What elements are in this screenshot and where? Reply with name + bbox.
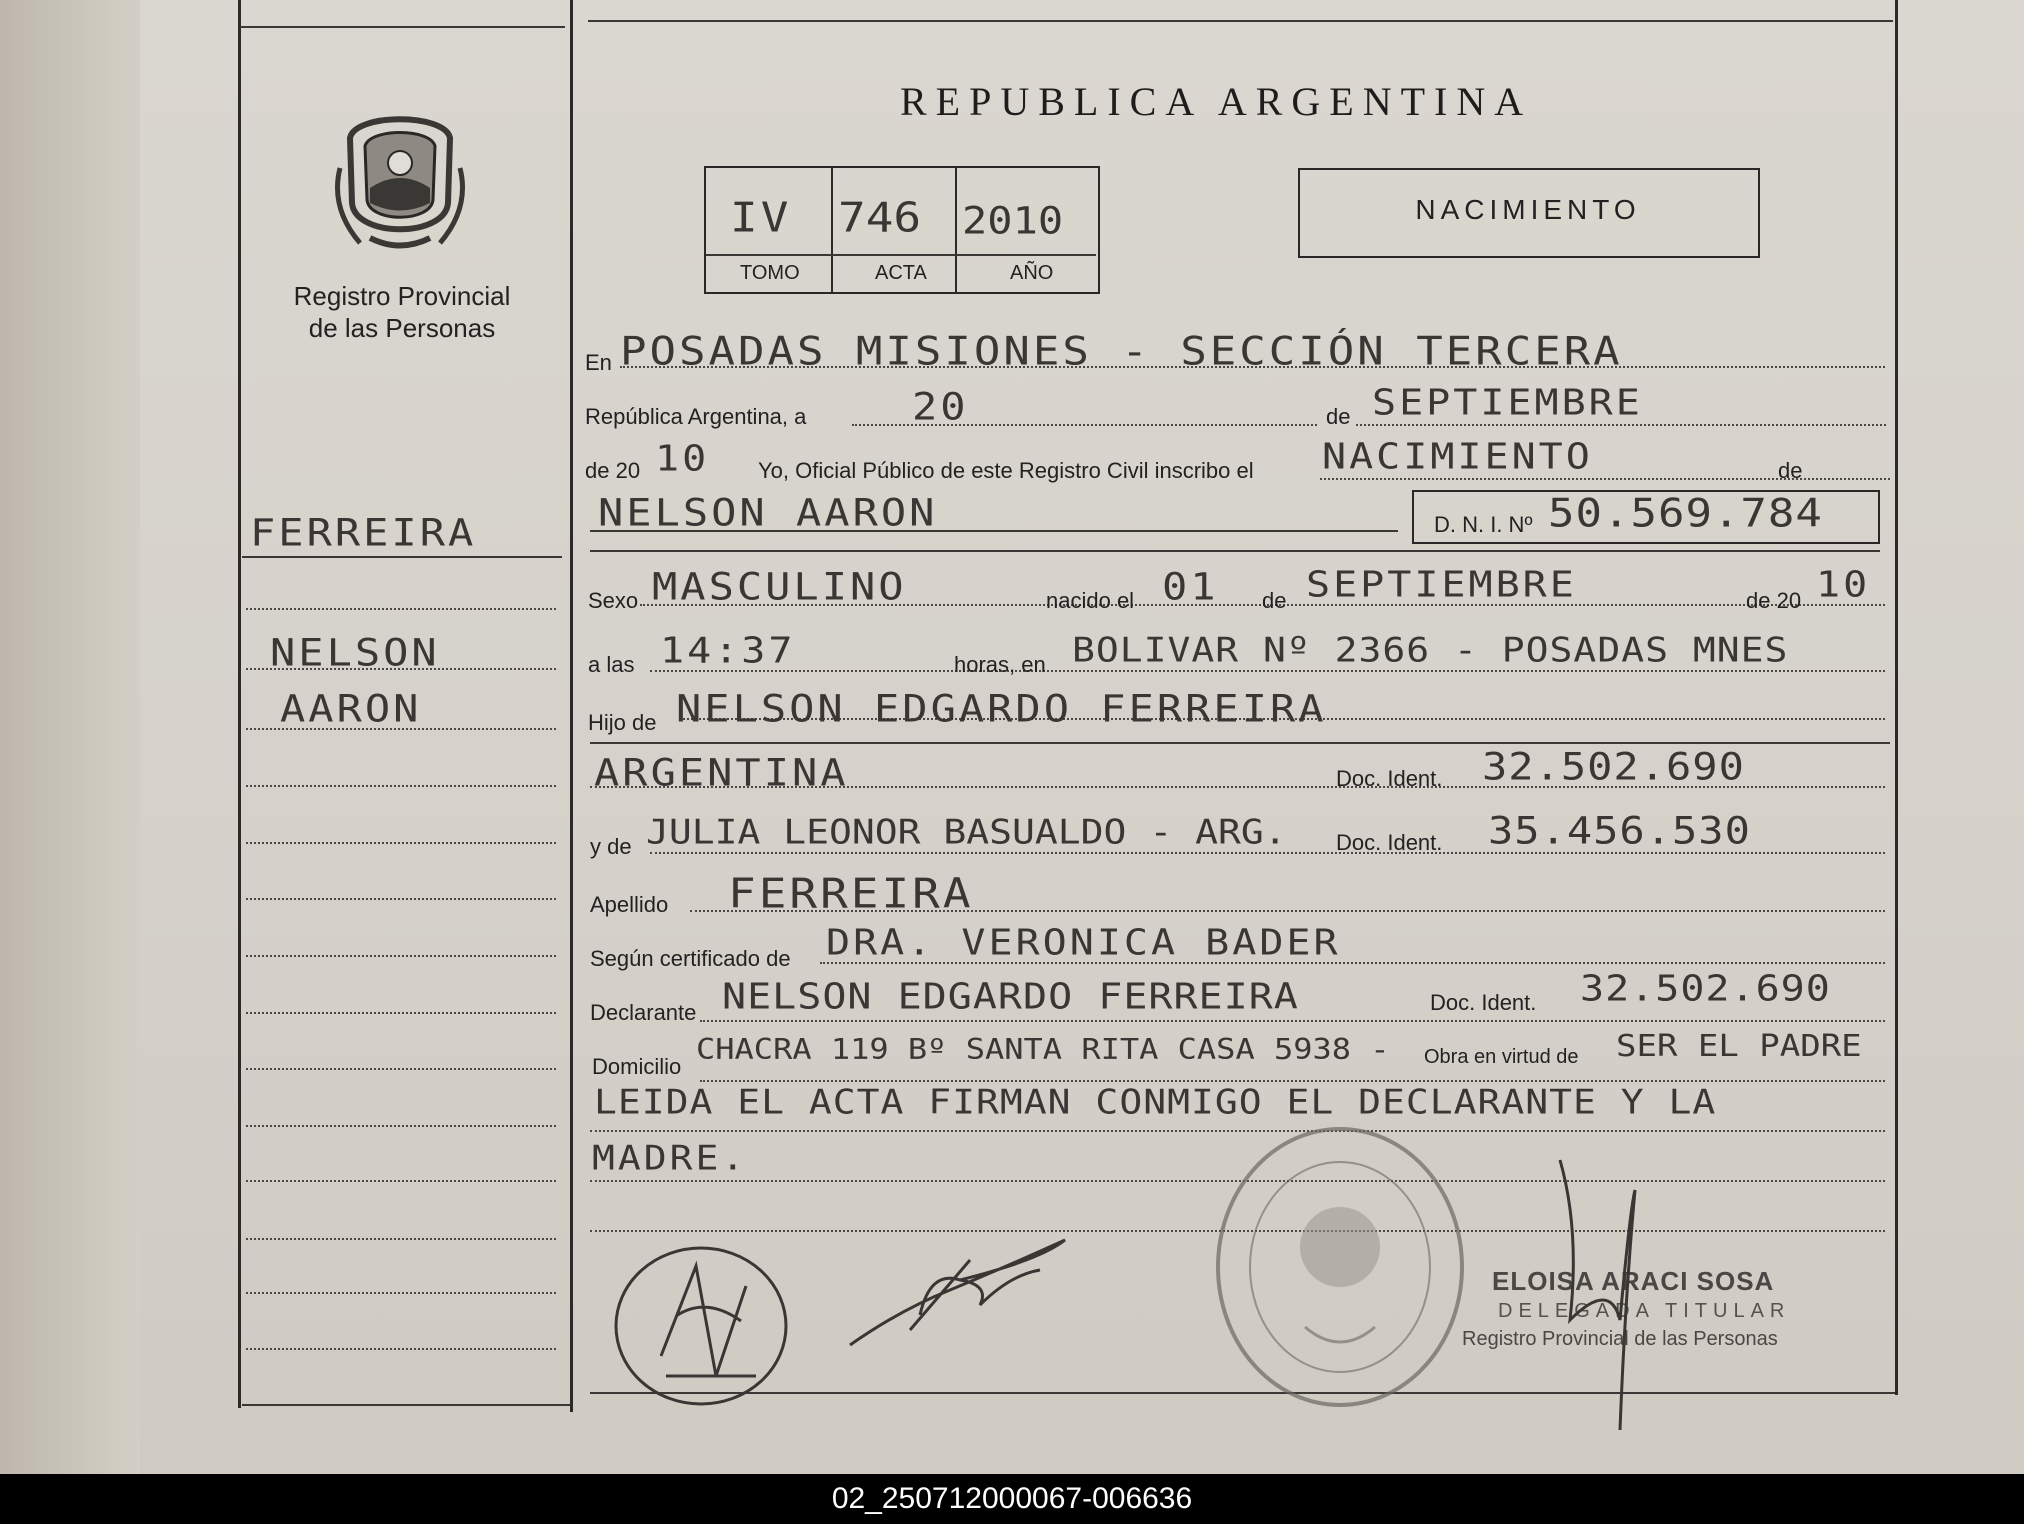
domicilio-label: Domicilio (592, 1054, 682, 1079)
dni-number: 50.569.784 (1548, 490, 1823, 537)
de-label-2: de (1778, 458, 1803, 483)
alas-label: a las (588, 652, 635, 677)
form-guide-line (650, 670, 1885, 672)
closing-statement-2: MADRE. (592, 1138, 748, 1178)
tomo-label: TOMO (740, 262, 800, 284)
margin-name-2: AARON (280, 686, 422, 731)
act-type-value: NACIMIENTO (1322, 436, 1593, 478)
tomo-divider-1 (831, 168, 833, 292)
form-guide-line (1356, 424, 1886, 426)
margin-dots (246, 1068, 556, 1070)
republica-label: República Argentina, a (585, 404, 807, 429)
official-statement: Yo, Oficial Público de este Registro Civil inscribo el (758, 458, 1254, 483)
margin-dots (246, 842, 556, 844)
en-label: En (585, 350, 612, 375)
signature-middle-icon (840, 1220, 1080, 1350)
virtud-value: SER EL PADRE (1616, 1028, 1862, 1064)
declarante-doc-label: Doc. Ident. (1430, 990, 1537, 1015)
certificado-value: DRA. VERONICA BADER (826, 922, 1341, 964)
margin-name-1: NELSON (270, 630, 440, 675)
country-title: REPUBLICA ARGENTINA (900, 79, 1533, 124)
margin-dots (246, 1292, 556, 1294)
registry-name (262, 280, 542, 344)
birth-month: SEPTIEMBRE (1306, 564, 1577, 606)
officer-signature-icon (1540, 1150, 1660, 1440)
record-type: NACIMIENTO (1415, 194, 1641, 225)
birth-day: 01 (1162, 564, 1219, 609)
father-doc-number: 32.502.690 (1482, 744, 1745, 789)
apellido-value: FERREIRA (728, 868, 974, 918)
birth-time: 14:37 (660, 630, 796, 672)
hijo-label: Hijo de (588, 710, 657, 735)
closing-statement: LEIDA EL ACTA FIRMAN CONMIGO EL DECLARANTE Y LA (594, 1082, 1717, 1122)
birth-year-prefix: de 20 (1746, 588, 1802, 613)
top-border-left (240, 26, 565, 28)
tomo-divider-2 (955, 168, 957, 292)
registration-month: SEPTIEMBRE (1372, 382, 1643, 424)
dni-label: D. N. I. Nº (1434, 512, 1533, 537)
form-guide-line (1320, 478, 1890, 480)
background-left (0, 0, 140, 1474)
child-name: NELSON AARON (598, 490, 938, 535)
tomo-divider-h (706, 254, 1096, 256)
margin-dots (246, 1180, 556, 1182)
margin-line (242, 556, 562, 558)
margin-surname: FERREIRA (250, 510, 477, 555)
acta-value: 746 (838, 192, 922, 242)
birth-place: BOLIVAR Nº 2366 - POSADAS MNES (1072, 630, 1789, 670)
round-official-seal-icon (1210, 1122, 1470, 1412)
ano-label: AÑO (1010, 262, 1054, 284)
birth-year: 10 (1816, 564, 1871, 606)
margin-dots (246, 898, 556, 900)
declarante-value: NELSON EDGARDO FERREIRA (722, 976, 1299, 1018)
domicilio-value: CHACRA 119 Bº SANTA RITA CASA 5938 - (696, 1031, 1390, 1067)
declarante-doc-number: 32.502.690 (1580, 968, 1831, 1010)
declarante-label: Declarante (590, 1000, 697, 1025)
yde-label: y de (590, 834, 632, 859)
registration-day: 20 (912, 384, 969, 429)
registration-year: 10 (655, 438, 710, 480)
father-doc-label: Doc. Ident. (1336, 766, 1443, 791)
ano-value: 2010 (962, 198, 1064, 243)
nacido-label: nacido el (1046, 588, 1135, 613)
registry-line-1: Registro Provincial (293, 281, 511, 311)
sexo-label: Sexo (588, 588, 639, 613)
year-prefix: de 20 (585, 458, 641, 483)
obra-label: Obra en virtud de (1424, 1046, 1579, 1068)
mother-doc-number: 35.456.530 (1488, 808, 1751, 853)
officer-office: Registro Provincial de las Personas (1462, 1328, 1778, 1350)
officer-name: ELOISA ARACI SOSA (1492, 1266, 1775, 1296)
top-border-right (588, 20, 1893, 22)
form-guide-line (590, 550, 1880, 552)
de-label: de (1326, 404, 1351, 429)
certificado-label: Según certificado de (590, 946, 791, 971)
margin-dots (246, 955, 556, 957)
apellido-label: Apellido (590, 892, 669, 917)
registry-line-2: de las Personas (308, 313, 496, 343)
provincia-misiones-crest-icon (330, 108, 470, 256)
acta-label: ACTA (875, 262, 927, 284)
father-name: NELSON EDGARDO FERREIRA (676, 686, 1327, 731)
father-nationality: ARGENTINA (594, 750, 849, 795)
middle-column-border (570, 0, 573, 1412)
sexo-value: MASCULINO (652, 564, 907, 609)
margin-dots (246, 1012, 556, 1014)
margin-dots (246, 785, 556, 787)
image-id-bar (0, 1474, 2024, 1524)
signature-left-icon (606, 1226, 806, 1416)
place-value: POSADAS MISIONES - SECCIÓN TERCERA (620, 328, 1623, 375)
de-label-3: de (1262, 588, 1287, 613)
margin-dots (246, 1348, 556, 1350)
margin-dots (246, 608, 556, 610)
right-border (1895, 0, 1898, 1395)
form-guide-line (700, 1020, 1885, 1022)
margin-dots (246, 1238, 556, 1240)
horas-label: horas, en (954, 652, 1046, 677)
officer-title: DELEGADA TITULAR (1498, 1300, 1791, 1322)
margin-dots (246, 1125, 556, 1127)
image-id: 02_250712000067-006636 (831, 1482, 1193, 1515)
left-column-border (238, 0, 241, 1408)
mother-doc-label: Doc. Ident. (1336, 830, 1443, 855)
tomo-value: IV (730, 192, 792, 242)
mother-name: JULIA LEONOR BASUALDO - ARG. (646, 812, 1287, 852)
margin-bottom-line (242, 1404, 570, 1406)
